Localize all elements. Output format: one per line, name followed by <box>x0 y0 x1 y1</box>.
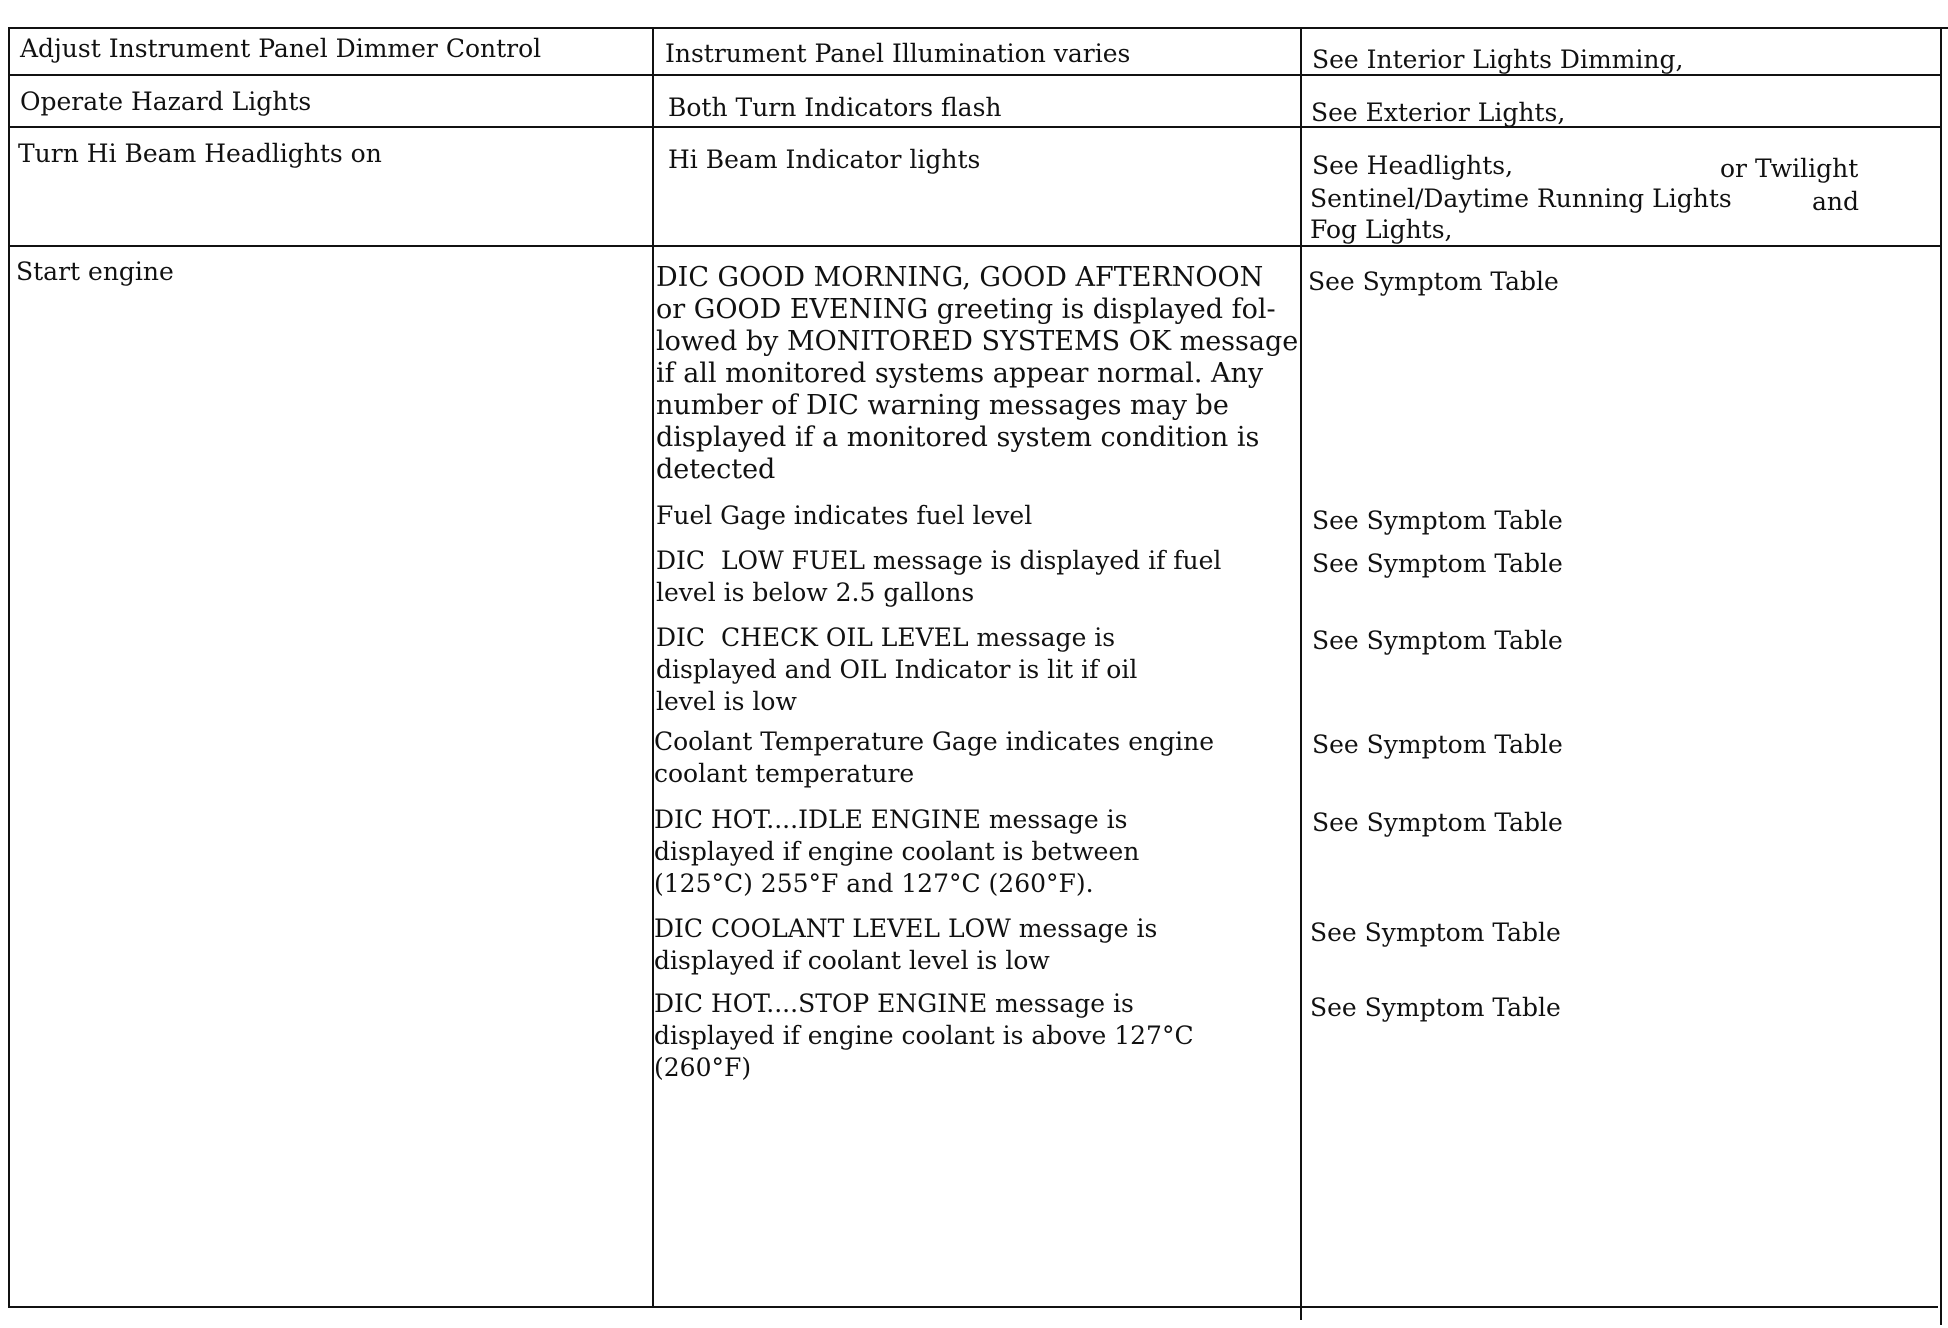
row4-result-5: Coolant Temperature Gage indicates engine coolant temperature <box>654 727 1214 788</box>
row3-reference-a: See Headlights, <box>1312 151 1514 180</box>
row3-reference-e: Fog Lights, <box>1310 215 1453 244</box>
row4-reference-1: See Symptom Table <box>1308 267 1559 296</box>
row2-action: Operate Hazard Lights <box>20 87 312 116</box>
row4-reference-5: See Symptom Table <box>1312 730 1563 759</box>
row3-reference-b: or Twilight <box>1720 154 1859 183</box>
row4-result-6: DIC HOT....IDLE ENGINE message is displayed if engine coolant is between (125°C) 255°F and 127°C (260°F). <box>654 805 1140 898</box>
row4-result-8: DIC HOT....STOP ENGINE message is displayed if engine coolant is above 127°C (260°F) <box>654 989 1194 1082</box>
row2-result: Both Turn Indicators flash <box>668 93 1002 122</box>
table-border-bottom <box>8 1306 1938 1308</box>
table-border-right <box>1940 27 1942 1325</box>
row4-result-4: DIC CHECK OIL LEVEL message is displayed and OIL Indicator is lit if oil level is low <box>656 623 1138 716</box>
table-border-top <box>8 27 1948 29</box>
row3-result: Hi Beam Indicator lights <box>668 145 981 174</box>
row-divider-2 <box>8 126 1940 128</box>
row4-reference-4: See Symptom Table <box>1312 626 1563 655</box>
column-divider-2 <box>1300 27 1302 1320</box>
row4-action: Start engine <box>16 257 174 286</box>
column-divider-1 <box>652 27 654 1308</box>
row4-reference-8: See Symptom Table <box>1310 993 1561 1022</box>
table-border-left <box>8 27 10 1307</box>
row2-reference: See Exterior Lights, <box>1311 98 1566 127</box>
row1-result: Instrument Panel Illumination varies <box>665 39 1131 68</box>
row4-reference-6: See Symptom Table <box>1312 808 1563 837</box>
row-divider-3 <box>8 245 1940 247</box>
row4-reference-3: See Symptom Table <box>1312 549 1563 578</box>
row4-result-7: DIC COOLANT LEVEL LOW message is displayed if coolant level is low <box>654 914 1158 975</box>
row3-action: Turn Hi Beam Headlights on <box>18 139 382 168</box>
row4-reference-2: See Symptom Table <box>1312 506 1563 535</box>
row4-result-3: DIC LOW FUEL message is displayed if fuel level is below 2.5 gallons <box>656 546 1222 607</box>
row3-reference-c: Sentinel/Daytime Running Lights <box>1310 184 1732 213</box>
row1-reference: See Interior Lights Dimming, <box>1312 45 1684 74</box>
row3-reference-d: and <box>1812 187 1860 216</box>
row4-result-2: Fuel Gage indicates fuel level <box>656 501 1033 530</box>
row4-reference-7: See Symptom Table <box>1310 918 1561 947</box>
row1-action: Adjust Instrument Panel Dimmer Control <box>20 34 542 63</box>
row4-result-1: DIC GOOD MORNING, GOOD AFTERNOON or GOOD EVENING greeting is displayed fol- lowed by MONITORED SYSTEMS OK message if all monitored systems appear normal. Any number of DIC warning messages may be displayed if a monitored system condition is detected <box>656 262 1299 485</box>
